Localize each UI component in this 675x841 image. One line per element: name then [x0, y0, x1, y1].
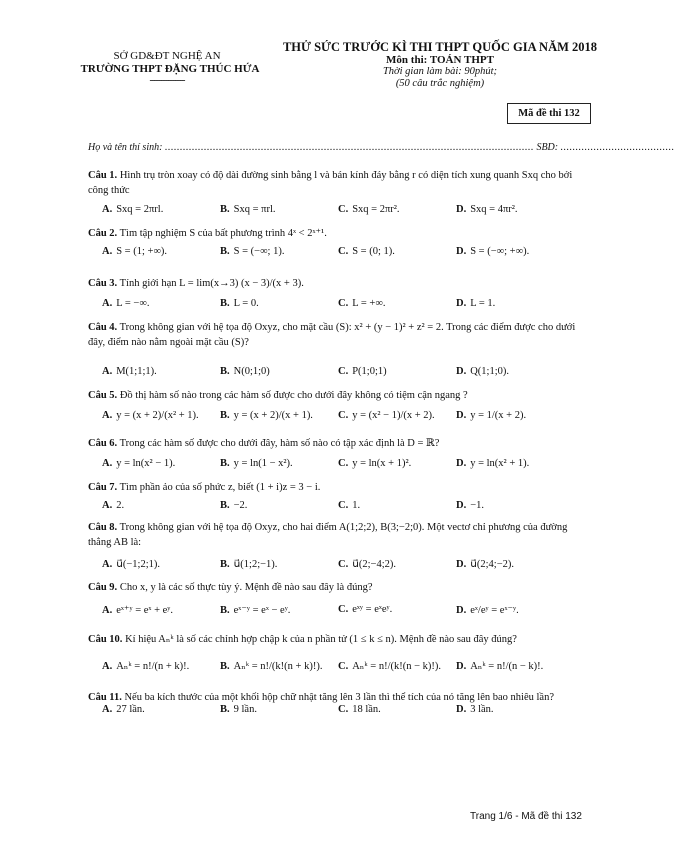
option-c [338, 500, 360, 511]
question-text: Trong không gian với hệ tọa độ Oxyz, cho hai điểm A(1;2;2), B(3;−2;0). Một vectơ chỉ phương của đường thẳng AB là: [88, 522, 568, 548]
option-text: −2. [233, 500, 248, 511]
option-b [220, 246, 284, 257]
option-text: L = +∞. [352, 298, 386, 309]
option-text: L = 1. [470, 298, 496, 309]
option-b [220, 500, 247, 511]
option-text: 3 lần. [470, 704, 494, 715]
option-letter: D. [456, 704, 467, 715]
option-text: u⃗(2;4;−2). [470, 559, 514, 570]
student-id-dots: ...................................... [560, 142, 675, 153]
option-a [102, 558, 160, 570]
option-letter: C. [338, 410, 349, 421]
option-text: eˣ/eʸ = eˣ⁻ʸ. [470, 605, 519, 616]
option-a [102, 204, 163, 215]
option-letter: C. [338, 704, 349, 715]
question-6 [88, 436, 592, 451]
option-text: Aₙᵏ = n!/(n + k)!. [116, 661, 190, 672]
option-letter: D. [456, 298, 467, 309]
question-number: Câu 1. [88, 170, 118, 181]
option-letter: B. [220, 458, 230, 469]
question-9-options [102, 604, 602, 620]
option-letter: A. [102, 704, 113, 715]
option-letter: C. [338, 604, 349, 615]
question-6-options [102, 458, 602, 474]
exam-code-box: Mã đề thi 132 [507, 103, 591, 124]
option-letter: D. [456, 246, 467, 257]
question-number: Câu 5. [88, 390, 118, 401]
option-letter: C. [338, 246, 349, 257]
option-letter: D. [456, 500, 467, 511]
option-text: y = 1/(x + 2). [470, 410, 527, 421]
exam-title: THỬ SỨC TRƯỚC KÌ THI THPT QUỐC GIA NĂM 2018 [282, 40, 598, 54]
question-4 [88, 320, 592, 350]
student-name-label: Họ và tên thí sinh: [88, 142, 163, 153]
question-text: Đồ thị hàm số nào trong các hàm số được cho dưới đây không có tiệm cận ngang ? [119, 390, 468, 401]
exam-subject: Môn thi: TOÁN THPT [386, 54, 494, 66]
option-letter: B. [220, 605, 230, 616]
option-letter: C. [338, 559, 349, 570]
question-text: Nếu ba kích thước của một khối hộp chữ nhật tăng lên 3 lần thì thể tích của nó tăng lên bao nhiêu lần? [124, 692, 554, 703]
option-letter: B. [220, 366, 230, 377]
option-letter: D. [456, 605, 467, 616]
option-c [338, 246, 395, 257]
option-letter: A. [102, 661, 113, 672]
option-a [102, 366, 157, 377]
question-7 [88, 480, 592, 495]
question-count: (50 câu trắc nghiệm) [395, 78, 485, 89]
question-7-options [102, 500, 602, 516]
option-letter: C. [338, 500, 349, 511]
question-3 [88, 276, 592, 291]
question-2 [88, 226, 592, 241]
option-text: 18 lần. [352, 704, 381, 715]
option-letter: B. [220, 298, 230, 309]
option-text: y = (x + 2)/(x² + 1). [116, 410, 199, 421]
question-1-options [102, 204, 602, 220]
option-text: y = (x² − 1)/(x + 2). [352, 410, 435, 421]
option-text: Sxq = πrl. [233, 204, 276, 215]
option-letter: B. [220, 246, 230, 257]
option-letter: A. [102, 410, 113, 421]
option-letter: D. [456, 458, 467, 469]
option-d [456, 204, 518, 215]
option-d [456, 366, 509, 377]
option-text: 9 lần. [233, 704, 257, 715]
option-a [102, 246, 167, 257]
header-separator: --------------- [149, 75, 185, 86]
option-a [102, 458, 175, 469]
option-text: 1. [352, 500, 361, 511]
option-b [220, 204, 276, 215]
question-10 [88, 632, 592, 647]
option-letter: A. [102, 559, 113, 570]
option-text: 27 lần. [116, 704, 145, 715]
question-number: Câu 10. [88, 634, 123, 645]
option-b [220, 410, 313, 421]
option-letter: B. [220, 500, 230, 511]
option-text: −1. [470, 500, 485, 511]
option-d [456, 246, 529, 257]
option-text: Sxq = 2πrl. [116, 204, 164, 215]
option-d [456, 298, 495, 309]
option-d [456, 410, 526, 421]
student-name-dots: ........................................................................................................................... [164, 142, 534, 153]
option-c [338, 558, 396, 570]
option-text: y = ln(x² + 1). [470, 458, 530, 469]
option-b [220, 660, 322, 672]
question-10-options [102, 660, 602, 676]
option-letter: A. [102, 246, 113, 257]
option-c [338, 298, 385, 309]
option-text: eˣ⁻ʸ = eˣ − eʸ. [233, 605, 291, 616]
question-text: Hình trụ tròn xoay có độ dài đường sinh bằng l và bán kính đáy bằng r có diện tích xung quanh Sxq cho bởi công thức [88, 170, 573, 196]
option-c [338, 660, 441, 672]
option-d [456, 704, 494, 715]
option-c [338, 704, 381, 715]
option-letter: A. [102, 605, 113, 616]
option-text: P(1;0;1) [352, 366, 387, 377]
option-text: y = (x + 2)/(x + 1). [233, 410, 313, 421]
option-a [102, 660, 189, 672]
option-letter: D. [456, 366, 467, 377]
option-letter: C. [338, 458, 349, 469]
option-text: y = ln(x + 1)². [352, 458, 412, 469]
option-d [456, 660, 543, 672]
option-text: y = ln(1 − x²). [233, 458, 293, 469]
option-a [102, 500, 124, 511]
question-5-options [102, 410, 602, 426]
option-text: Q(1;1;0). [470, 366, 510, 377]
option-text: eˣʸ = eˣeʸ. [352, 604, 393, 615]
question-text: Tìm phần ảo của số phức z, biết (1 + i)z = 3 − i. [119, 482, 321, 493]
question-number: Câu 7. [88, 482, 118, 493]
question-text: Tính giới hạn L = lim(x→3) (x − 3)/(x + 3). [119, 278, 304, 289]
question-text: Cho x, y là các số thực tùy ý. Mệnh đề nào sau đây là đúng? [119, 582, 373, 593]
option-c [338, 458, 411, 469]
option-letter: B. [220, 704, 230, 715]
option-letter: C. [338, 204, 349, 215]
question-11 [88, 690, 592, 705]
option-text: S = (−∞; 1). [233, 246, 285, 257]
question-8 [88, 520, 592, 550]
school-name: TRƯỜNG THPT ĐẶNG THÚC HỨA [80, 63, 260, 75]
option-text: u⃗(2;−4;2). [352, 559, 396, 570]
option-b [220, 558, 277, 570]
option-b [220, 704, 257, 715]
option-b [220, 458, 293, 469]
option-text: L = −∞. [116, 298, 150, 309]
option-text: Sxq = 4πr². [470, 204, 518, 215]
option-c [338, 366, 387, 377]
question-number: Câu 8. [88, 522, 118, 533]
option-text: u⃗(−1;2;1). [116, 559, 160, 570]
exam-duration: Thời gian làm bài: 90phút; [382, 66, 498, 77]
option-d [456, 500, 484, 511]
option-a [102, 298, 149, 309]
option-letter: A. [102, 366, 113, 377]
option-letter: C. [338, 366, 349, 377]
option-b [220, 366, 270, 377]
option-text: S = (0; 1). [352, 246, 395, 257]
option-text: Aₙᵏ = n!/(k!(n − k)!). [352, 661, 442, 672]
question-4-options [102, 366, 602, 382]
option-text: eˣ⁺ʸ = eˣ + eʸ. [116, 605, 174, 616]
option-text: Sxq = 2πr². [352, 204, 400, 215]
option-letter: A. [102, 204, 113, 215]
option-letter: B. [220, 204, 230, 215]
question-11-options [102, 704, 602, 720]
option-letter: D. [456, 559, 467, 570]
option-b [220, 298, 259, 309]
option-letter: D. [456, 661, 467, 672]
question-text: Kí hiệu Aₙᵏ là số các chỉnh hợp chập k của n phần tử (1 ≤ k ≤ n). Mệnh đề nào sau đây đúng? [125, 634, 517, 645]
option-d [456, 458, 529, 469]
option-letter: A. [102, 458, 113, 469]
question-text: Tìm tập nghiệm S của bất phương trình 4ˣ < 2ˣ⁺¹. [119, 228, 327, 239]
option-b [220, 604, 290, 616]
option-text: S = (1; +∞). [116, 246, 168, 257]
option-letter: B. [220, 559, 230, 570]
option-letter: C. [338, 661, 349, 672]
student-id-label: SBD: [536, 142, 559, 153]
option-text: y = ln(x² − 1). [116, 458, 176, 469]
option-letter: C. [338, 298, 349, 309]
option-text: S = (−∞; +∞). [470, 246, 530, 257]
question-number: Câu 2. [88, 228, 118, 239]
question-1 [88, 168, 592, 198]
option-text: M(1;1;1). [116, 366, 157, 377]
question-2-options [102, 246, 602, 262]
option-d [456, 604, 519, 616]
option-text: u⃗(1;2;−1). [233, 559, 278, 570]
option-letter: D. [456, 204, 467, 215]
option-a [102, 410, 199, 421]
option-text: Aₙᵏ = n!/(k!(n + k)!). [233, 661, 323, 672]
question-5 [88, 388, 592, 403]
question-9 [88, 580, 592, 595]
option-letter: A. [102, 298, 113, 309]
option-letter: B. [220, 661, 230, 672]
option-c [338, 410, 435, 421]
question-number: Câu 11. [88, 692, 122, 703]
option-a [102, 704, 145, 715]
question-text: Trong các hàm số được cho dưới đây, hàm số nào có tập xác định là D = ℝ? [119, 438, 440, 449]
option-text: L = 0. [233, 298, 259, 309]
question-text: Trong không gian với hệ tọa độ Oxyz, cho mặt cầu (S): x² + (y − 1)² + z² = 2. Trong các điểm được cho dưới đây, điểm nào nằm ngoài mặt cầu (S)? [88, 322, 576, 348]
question-number: Câu 3. [88, 278, 118, 289]
student-info-line [88, 142, 675, 153]
question-8-options [102, 558, 602, 574]
option-c [338, 204, 400, 215]
option-letter: B. [220, 410, 230, 421]
page-footer: Trang 1/6 - Mã đề thi 132 [470, 811, 582, 822]
option-a [102, 604, 173, 616]
question-number: Câu 6. [88, 438, 118, 449]
option-d [456, 558, 514, 570]
option-text: N(0;1;0) [233, 366, 270, 377]
question-number: Câu 9. [88, 582, 118, 593]
option-letter: A. [102, 500, 113, 511]
department-name: SỞ GD&ĐT NGHỆ AN [113, 50, 221, 62]
option-letter: D. [456, 410, 467, 421]
option-text: 2. [116, 500, 125, 511]
question-3-options [102, 298, 602, 314]
option-text: Aₙᵏ = n!/(n − k)!. [470, 661, 544, 672]
question-number: Câu 4. [88, 322, 118, 333]
option-c [338, 604, 392, 615]
